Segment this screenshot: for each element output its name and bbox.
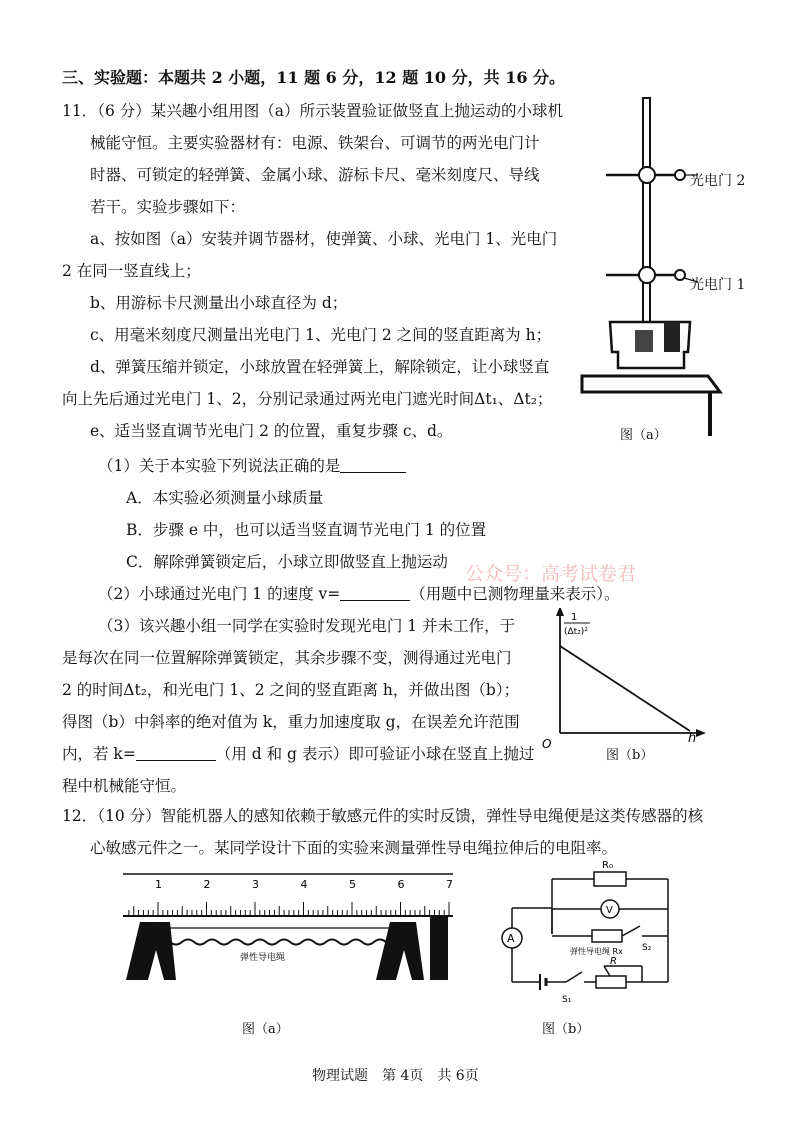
ruler-tick-label: 2 bbox=[203, 878, 211, 891]
data-line bbox=[560, 646, 690, 731]
label-gate1: 光电门 1 bbox=[690, 277, 746, 293]
left-stand bbox=[126, 922, 176, 980]
q11-step-d1: d、弹簧压缩并锁定，小球放置在轻弹簧上，解除锁定，让小球竖直 bbox=[90, 358, 550, 376]
q11-line4: 若干。实验步骤如下： bbox=[90, 198, 246, 216]
S2-label: S₂ bbox=[642, 943, 652, 953]
q11-sub3-post: （用 d 和 g 表示）即可验证小球在竖直上抛过 bbox=[215, 745, 535, 763]
circuit-figure bbox=[492, 858, 702, 1008]
answer-blank-1[interactable] bbox=[340, 456, 406, 473]
q11-sub2 bbox=[98, 584, 620, 604]
ruler-tick-label: 4 bbox=[300, 878, 308, 891]
q11-line1: 11．（6 分）某兴趣小组用图（a）所示装置验证做竖直上抛运动的小球机 bbox=[62, 102, 564, 120]
section-heading: 三、实验题：本题共 2 小题，11 题 6 分，12 题 10 分，共 16 分。 bbox=[62, 68, 566, 87]
q11-option-c: C．解除弹簧锁定后，小球立即做竖直上抛运动 bbox=[126, 553, 448, 571]
watermark: 公众号：高考试卷君 bbox=[465, 563, 637, 585]
rheostat bbox=[596, 976, 626, 988]
q11-sub3-line3: 2 的时间Δt₂，和光电门 1、2 之间的竖直距离 h，并做出图（b）； bbox=[62, 681, 520, 699]
page-footer: 物理试题 第 4页 共 6页 bbox=[312, 1068, 479, 1084]
answer-blank-3[interactable] bbox=[136, 744, 216, 761]
rheostat-slider bbox=[604, 966, 610, 976]
rope-label: 弹性导电绳 bbox=[240, 953, 286, 963]
q12-line2: 心敏感元件之一。某同学设计下面的实验来测量弹性导电绳拉伸后的电阻率。 bbox=[90, 839, 618, 857]
q11-step-e: e、适当竖直调节光电门 2 的位置，重复步骤 c、d。 bbox=[90, 422, 453, 440]
q11-step-a2: 2 在同一竖直线上； bbox=[62, 262, 201, 280]
fig-b1-caption: 图（b） bbox=[606, 748, 654, 763]
y-label-num: 1 bbox=[571, 612, 578, 623]
spring-block bbox=[664, 322, 680, 352]
ball-holder bbox=[635, 330, 653, 352]
S2-switch bbox=[622, 926, 640, 936]
ruler-tick-label: 3 bbox=[252, 878, 259, 891]
S1-label: S₁ bbox=[562, 995, 572, 1005]
gate2-clamp bbox=[639, 167, 655, 183]
q11-line2: 械能守恒。主要实验器材有：电源、铁架台、可调节的两光电门计 bbox=[90, 134, 540, 152]
y-axis-arrow bbox=[556, 608, 564, 616]
q11-sub3-line2: 是每次在同一位置解除弹簧锁定，其余步骤不变，测得通过光电门 bbox=[62, 649, 512, 667]
q11-sub3-line1: （3）该兴趣小组一同学在实验时发现光电门 1 并未工作，于 bbox=[98, 617, 516, 635]
right-post bbox=[430, 916, 448, 980]
q11-step-d2: 向上先后通过光电门 1、2，分别记录通过两光电门遮光时间Δt₁、Δt₂； bbox=[62, 390, 553, 408]
apparatus-figure bbox=[580, 90, 740, 440]
ruler-tick-labels bbox=[155, 878, 453, 891]
Rx-resistor bbox=[592, 930, 622, 942]
fig-b2-caption: 图（b） bbox=[542, 1022, 590, 1037]
origin-label: O bbox=[542, 737, 552, 751]
ruler-tick-label: 7 bbox=[446, 878, 453, 891]
ruler-tick-label: 1 bbox=[155, 878, 162, 891]
y-label-den: (Δt₂)² bbox=[564, 627, 588, 637]
fig-a1-caption: 图（a） bbox=[620, 428, 667, 443]
q11-step-b: b、用游标卡尺测量出小球直径为 d； bbox=[90, 294, 348, 312]
q11-step-c: c、用毫米刻度尺测量出光电门 1、光电门 2 之间的竖直距离为 h； bbox=[90, 326, 552, 344]
q11-sub1 bbox=[98, 456, 406, 476]
R0-resistor bbox=[594, 872, 626, 886]
q11-option-a: A．本实验必须测量小球质量 bbox=[126, 489, 324, 507]
R0-label: R₀ bbox=[602, 860, 613, 871]
elastic-rope bbox=[158, 940, 398, 945]
ruler-tick-label: 5 bbox=[349, 878, 356, 891]
graph-figure bbox=[540, 608, 720, 758]
ruler-tick-label: 6 bbox=[397, 878, 405, 891]
q11-sub3-line5 bbox=[62, 744, 534, 764]
gate1-head bbox=[675, 270, 685, 280]
q11-sub2-post: （用题中已测物理量来表示）。 bbox=[410, 585, 620, 603]
q11-sub2-pre: （2）小球通过光电门 1 的速度 v= bbox=[98, 585, 341, 603]
S1-switch bbox=[566, 972, 582, 982]
q12-line1: 12．（10 分）智能机器人的感知依赖于敏感元件的实时反馈，弹性导电绳便是这类传感器的核 bbox=[62, 807, 704, 825]
q11-sub3-line6: 程中机械能守恒。 bbox=[62, 777, 187, 795]
q11-option-b: B．步骤 e 中，也可以适当竖直调节光电门 1 的位置 bbox=[126, 521, 487, 539]
x-axis-arrow bbox=[696, 729, 706, 737]
voltmeter-label: V bbox=[606, 905, 613, 916]
answer-blank-2[interactable] bbox=[340, 584, 410, 601]
gate1-clamp bbox=[639, 267, 655, 283]
gate2-head bbox=[675, 170, 685, 180]
Rx-label: 弹性导电绳 Rx bbox=[570, 947, 623, 956]
ruler-figure bbox=[118, 868, 458, 998]
q11-sub3-pre: 内，若 k= bbox=[62, 745, 136, 763]
ammeter-label: A bbox=[507, 932, 515, 945]
table bbox=[582, 376, 720, 392]
q11-sub3-line4: 得图（b）中斜率的绝对值为 k，重力加速度取 g，在误差允许范围 bbox=[62, 713, 520, 731]
fig-a2-caption: 图（a） bbox=[242, 1022, 289, 1037]
q11-line3: 时器、可锁定的轻弹簧、金属小球、游标卡尺、毫米刻度尺、导线 bbox=[90, 166, 540, 184]
q11-sub1-text: （1）关于本实验下列说法正确的是 bbox=[98, 457, 341, 475]
rheostat-label: R bbox=[610, 956, 617, 967]
x-label: h bbox=[688, 731, 697, 746]
q11-step-a1: a、按如图（a）安装并调节器材，使弹簧、小球、光电门 1、光电门 bbox=[90, 230, 558, 248]
label-gate2: 光电门 2 bbox=[690, 173, 746, 189]
stand-rod bbox=[643, 98, 650, 328]
ruler-ticks bbox=[129, 902, 449, 916]
